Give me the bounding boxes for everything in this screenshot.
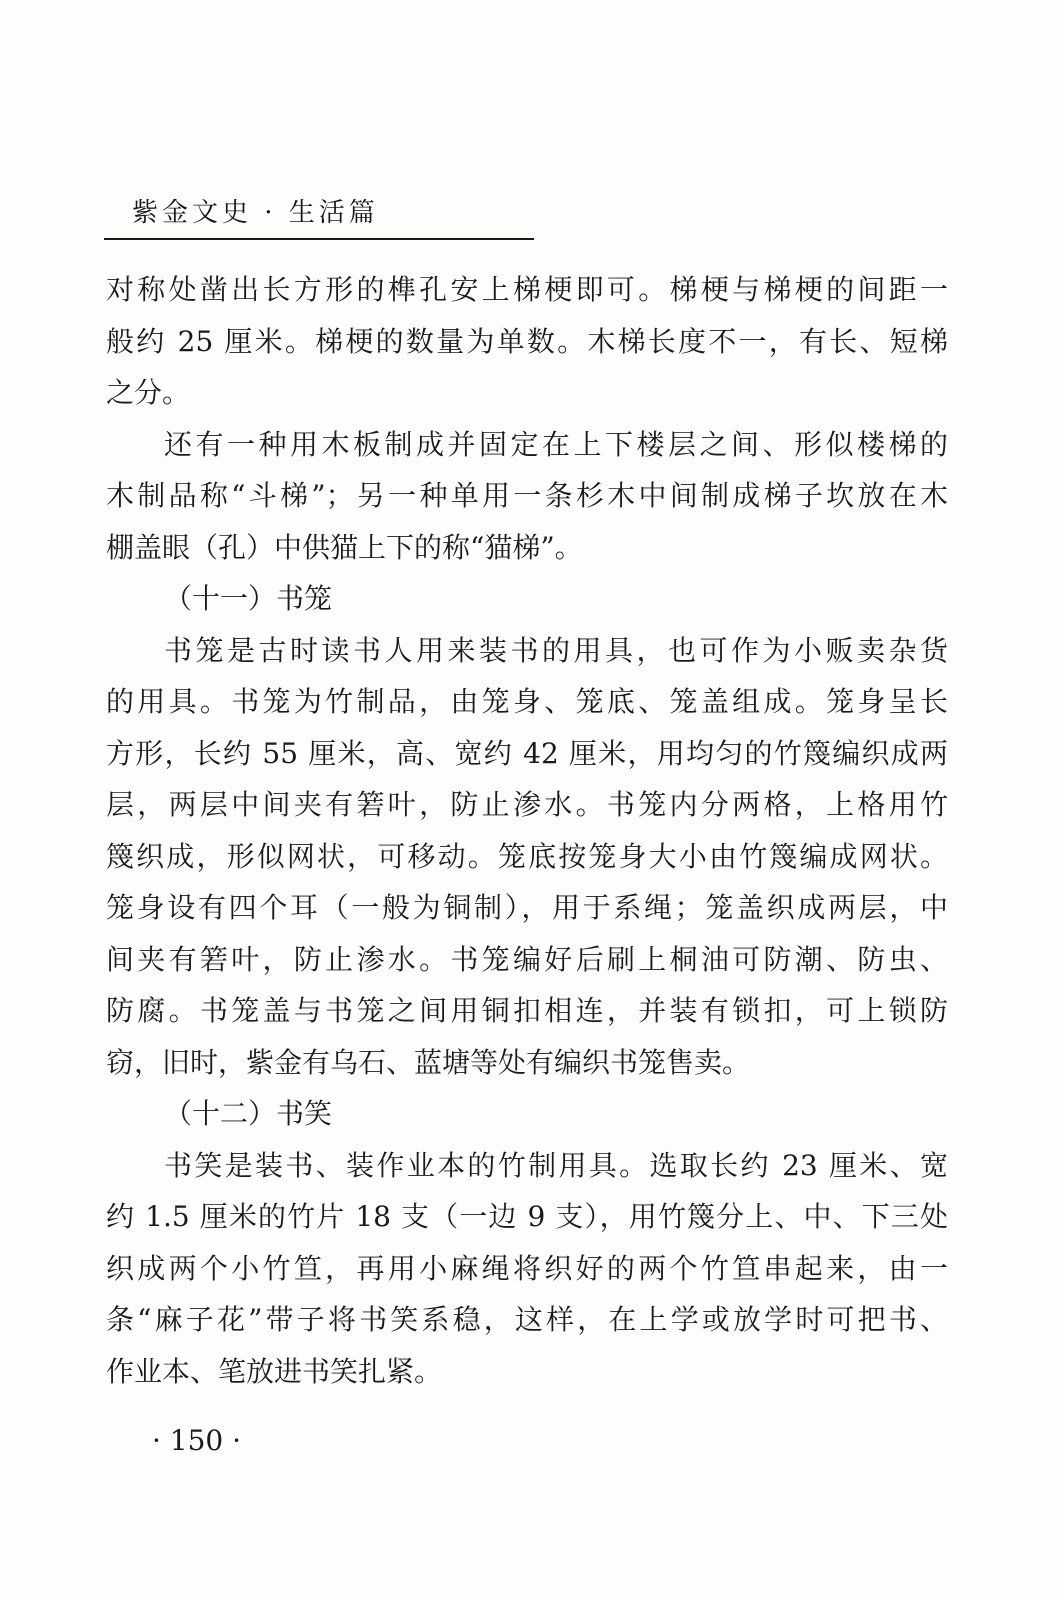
section-heading: （十一）书笼	[164, 582, 333, 615]
text-line: 棚盖眼（孔）中供猫上下的称“猫梯”。	[106, 530, 583, 564]
header-rule	[104, 238, 534, 240]
text-line: 还有一种用木板制成并固定在上下楼层之间、形似楼梯的	[164, 427, 948, 461]
text-line: 作业本、笔放进书笑扎紧。	[106, 1354, 443, 1388]
body-text	[106, 264, 948, 1397]
text-line: 的用具。书笼为竹制品，由笼身、笼底、笼盖组成。笼身呈长	[106, 685, 948, 718]
text-line: 木制品称“斗梯”；另一种单用一条杉木中间制成梯子坎放在木	[106, 479, 948, 512]
page-number: · 150 ·	[152, 1424, 242, 1457]
text-line: 方形，长约 55 厘米，高、宽约 42 厘米，用均匀的竹篾编织成两	[106, 736, 948, 770]
text-line: 笼身设有四个耳（一般为铜制），用于系绳；笼盖织成两层，中	[106, 891, 948, 924]
text-line: 层，两层中间夹有箬叶，防止渗水。书笼内分两格，上格用竹	[106, 788, 948, 821]
text-line: 条“麻子花”带子将书笑系稳，这样，在上学或放学时可把书、	[106, 1303, 948, 1336]
text-line: 防腐。书笼盖与书笼之间用铜扣相连，并装有锁扣，可上锁防	[106, 994, 948, 1027]
running-head: 紫金文史 · 生活篇	[132, 198, 379, 228]
text-line: 书笼是古时读书人用来装书的用具，也可作为小贩卖杂货	[164, 633, 948, 667]
text-line: 书笑是装书、装作业本的竹制用具。选取长约 23 厘米、宽	[164, 1148, 948, 1182]
text-line: 之分。	[106, 376, 191, 409]
section-heading: （十二）书笑	[164, 1097, 333, 1130]
text-line: 篾织成，形似网状，可移动。笼底按笼身大小由竹篾编成网状。	[106, 839, 948, 873]
text-line: 窃，旧时，紫金有乌石、蓝塘等处有编织书笼售卖。	[106, 1045, 751, 1079]
text-line: 间夹有箬叶，防止渗水。书笼编好后刷上桐油可防潮、防虫、	[106, 942, 948, 976]
text-line: 对称处凿出长方形的榫孔安上梯梗即可。梯梗与梯梗的间距一	[106, 273, 948, 306]
text-line: 般约 25 厘米。梯梗的数量为单数。木梯长度不一，有长、短梯	[106, 324, 948, 358]
text-line: 织成两个小竹笪，再用小麻绳将织好的两个竹笪串起来，由一	[106, 1251, 948, 1285]
text-line: 约 1.5 厘米的竹片 18 支（一边 9 支），用竹篾分上、中、下三处	[106, 1200, 948, 1233]
